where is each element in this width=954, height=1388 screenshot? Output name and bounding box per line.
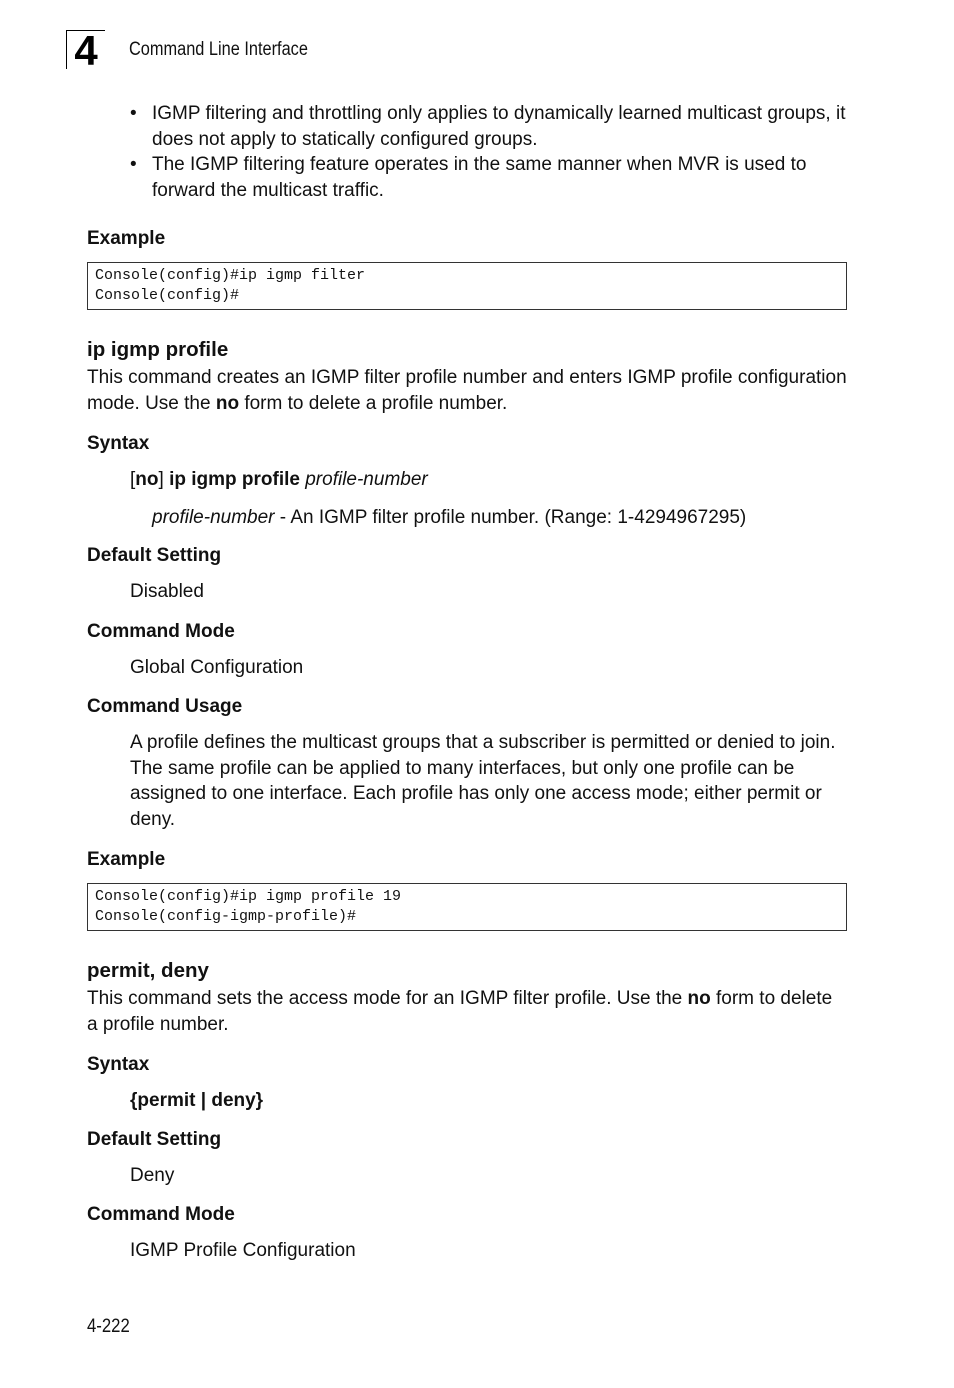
command-description: This command sets the access mode for an IGMP filter profile. Use the no form to delete a profile number.: [87, 988, 833, 1035]
usage-bullet-list: [87, 101, 847, 203]
bullet-icon: •: [130, 103, 137, 124]
command-description: This command creates an IGMP filter profile number and enters IGMP profile configuration mode. Use the no form to delete a profile number.: [87, 367, 847, 414]
syntax-heading: Syntax: [87, 433, 150, 454]
page-number: 4-222: [87, 1316, 130, 1337]
code-line: Console(config)#ip igmp filter: [95, 267, 366, 284]
default-setting-value: Deny: [130, 1164, 175, 1186]
command-mode-heading: Command Mode: [87, 1204, 235, 1225]
list-item: • IGMP filtering and throttling only applies to dynamically learned multicast groups, it does not apply to statically configured groups.: [130, 103, 846, 150]
example-heading: Example: [87, 228, 166, 249]
parameter-description: profile-number - An IGMP filter profile number. (Range: 1-4294967295): [152, 506, 747, 528]
page-content: [87, 101, 847, 1276]
chapter-title: Command Line Interface: [129, 39, 308, 60]
command-title: ip igmp profile: [87, 338, 229, 361]
command-title: permit, deny: [87, 959, 209, 982]
list-item: • The IGMP filtering feature operates in the same manner when MVR is used to forward the multicast traffic.: [130, 154, 807, 201]
code-line: Console(config)#ip igmp profile 19: [95, 888, 402, 905]
example-heading: Example: [87, 849, 166, 870]
syntax-heading: Syntax: [87, 1054, 150, 1075]
command-mode-value: Global Configuration: [130, 656, 304, 678]
syntax-line: {permit | deny}: [130, 1090, 264, 1111]
syntax-line: [no] ip igmp profile profile-number: [130, 469, 428, 490]
chapter-number: 4: [66, 30, 105, 69]
bullet-icon: •: [130, 154, 137, 175]
command-usage-heading: Command Usage: [87, 696, 243, 717]
page-header: [66, 27, 466, 74]
code-example: [87, 883, 847, 931]
code-line: Console(config)#: [95, 287, 240, 304]
command-mode-value: IGMP Profile Configuration: [130, 1240, 356, 1261]
command-usage-text: A profile defines the multicast groups that a subscriber is permitted or denied to join. The same profile can be applied to many interfaces, but only one profile can be assigned to one interface. Each profile has only one access mode; either permit or deny.: [130, 732, 836, 830]
default-setting-value: Disabled: [130, 581, 204, 602]
code-example: [87, 262, 847, 310]
default-setting-heading: Default Setting: [87, 1128, 222, 1150]
code-line: Console(config-igmp-profile)#: [95, 908, 357, 925]
command-mode-heading: Command Mode: [87, 620, 235, 642]
default-setting-heading: Default Setting: [87, 545, 222, 566]
